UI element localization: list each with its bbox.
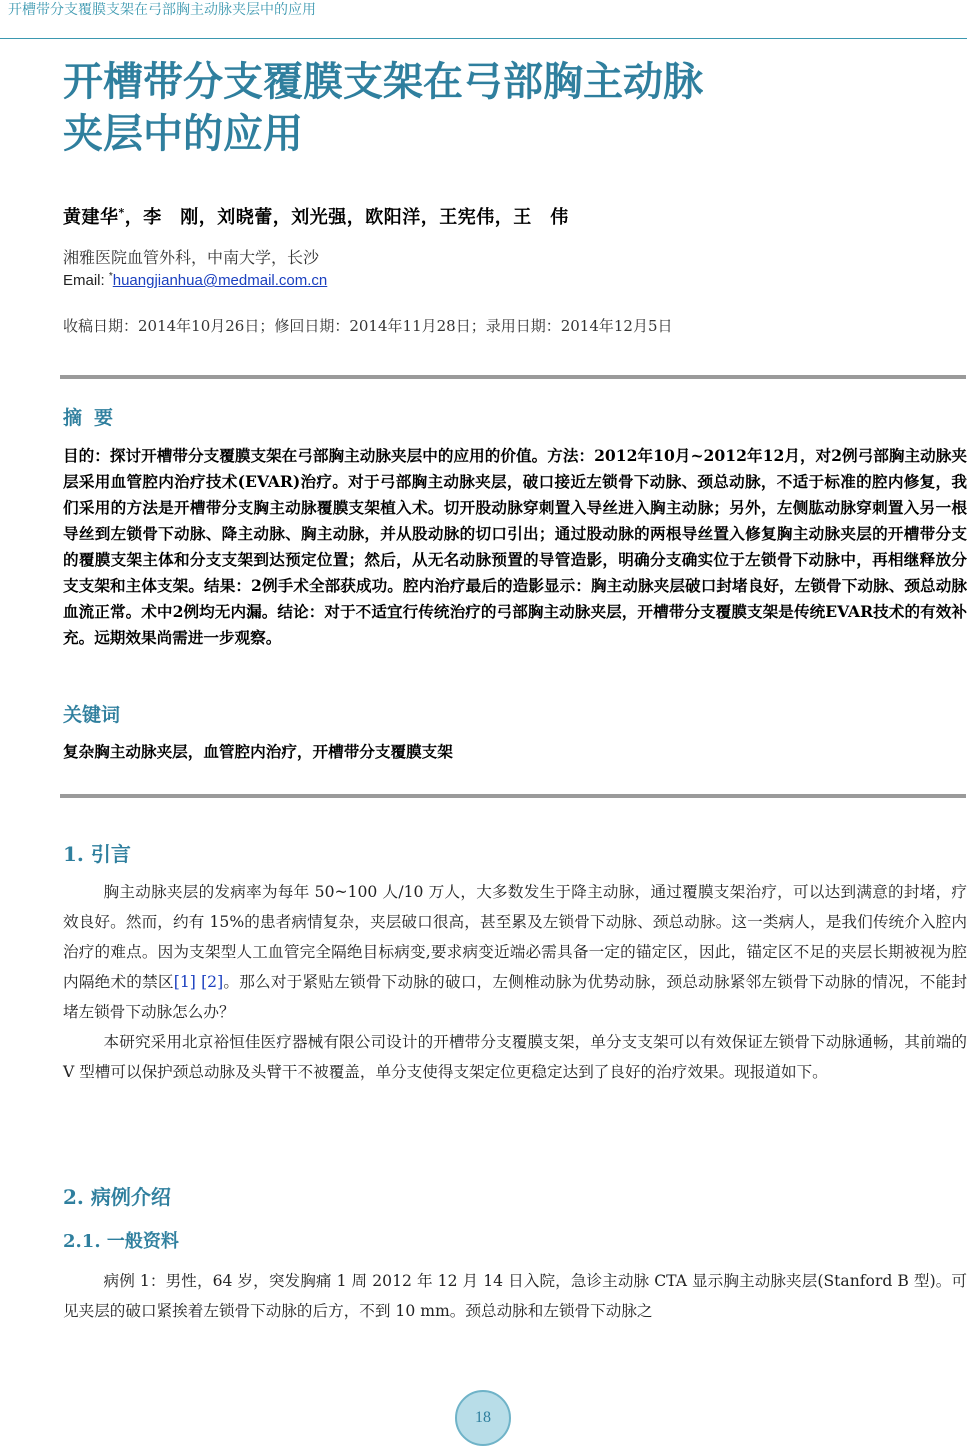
citation-2-link[interactable]: [2]	[201, 973, 224, 991]
email-link[interactable]: huangjianhua@medmail.com.cn	[112, 272, 328, 289]
abstract-heading: 摘要	[63, 407, 126, 429]
title-line-2: 夹层中的应用	[63, 111, 303, 157]
affiliation: 湘雅医院血管外科，中南大学，长沙	[63, 248, 320, 267]
intro-paragraph-2: 本研究采用北京裕恒佳医疗器械有限公司设计的开槽带分支覆膜支架，单分支支架可以有效保证左锁骨下动脉通畅，其前端的 V 型槽可以保护颈总动脉及头臂干不被覆盖，单分支使得支架定位更稳定达到了良好的治疗效果。现报道如下。	[63, 1033, 967, 1081]
corresponding-author: 黄建华	[63, 207, 119, 228]
abstract-bottom-divider	[60, 794, 966, 798]
email-mark: *	[108, 271, 113, 282]
case-paragraph-1: 病例 1：男性，64 岁，突发胸痛 1 周 2012 年 12 月 14 日入院，急诊主动脉 CTA 显示胸主动脉夹层(Stanford B 型)。可见夹层的破口紧挨着左锁骨下动脉的后方，不到 10 mm。颈总动脉和左锁骨下动脉之	[63, 1272, 967, 1320]
page-number-badge: 18	[455, 1390, 511, 1446]
email-line	[63, 271, 327, 289]
keywords-heading: 关键词	[63, 704, 121, 726]
subsection-heading-general-data: 2.1. 一般资料	[63, 1231, 179, 1252]
abstract-top-divider	[60, 375, 966, 379]
intro-paragraph-1	[63, 877, 967, 1027]
email-label: Email:	[63, 272, 109, 289]
keywords-text: 复杂胸主动脉夹层，血管腔内治疗，开槽带分支覆膜支架	[63, 742, 453, 761]
title-line-1: 开槽带分支覆膜支架在弓部胸主动脉	[63, 59, 703, 105]
intro-paragraph-1-text: 胸主动脉夹层的发病率为每年 50~100 人/10 万人，大多数发生于降主动脉，通过覆膜支架治疗，可以达到满意的封堵，疗效良好。然而，约有 15%的患者病情复杂，夹层破口很高，甚至累及左锁骨下动脉、颈总动脉。这一类病人，是我们传统介入腔内治疗的难点。因为支架型人工血管完全隔绝目标病变,要求病变近端必需具备一定的锚定区，因此，锚定区不足的夹层长期被视为腔内隔绝术的禁区	[63, 883, 967, 991]
header-rule	[0, 38, 967, 39]
case-body	[63, 1266, 967, 1326]
running-head: 开槽带分支覆膜支架在弓部胸主动脉夹层中的应用	[8, 2, 316, 18]
citation-1-link[interactable]: [1]	[173, 973, 196, 991]
corresponding-mark: *	[118, 206, 125, 219]
publication-dates: 收稿日期：2014年10月26日；修回日期：2014年11月28日；录用日期：2014年12月5日	[63, 317, 673, 335]
introduction-body	[63, 877, 967, 1087]
intro-paragraph-1-tail: 。那么对于紧贴左锁骨下动脉的破口，左侧椎动脉为优势动脉，颈总动脉紧邻左锁骨下动脉的情况，不能封堵左锁骨下动脉怎么办？	[63, 973, 967, 1021]
section-heading-case-report: 2. 病例介绍	[63, 1185, 171, 1209]
section-heading-introduction: 1. 引言	[63, 842, 131, 866]
abstract-text: 目的：探讨开槽带分支覆膜支架在弓部胸主动脉夹层中的应用的价值。方法：2012年10月~2012年12月，对2例弓部胸主动脉夹层采用血管腔内治疗技术(EVAR)治疗。对于弓部胸主动脉夹层，破口接近左锁骨下动脉、颈总动脉，不适于标准的腔内修复，我们采用的方法是开槽带分支胸主动脉覆膜支架植入术。切开股动脉穿刺置入导丝进入胸主动脉；另外，左侧肱动脉穿刺置入另一根导丝到左锁骨下动脉、降主动脉、胸主动脉，并从股动脉的切口引出；通过股动脉的两根导丝置入修复胸主动脉夹层的开槽带分支的覆膜支架主体和分支支架到达预定位置；然后，从无名动脉预置的导管造影，明确分支确实位于左锁骨下动脉中，再相继释放分支支架和主体支架。结果：2例手术全部获成功。腔内治疗最后的造影显示：胸主动脉夹层破口封堵良好，左锁骨下动脉、颈总动脉血流正常。术中2例均无内漏。结论：对于不适宜行传统治疗的弓部胸主动脉夹层，开槽带分支覆膜支架是传统EVAR技术的有效补充。远期效果尚需进一步观察。	[63, 446, 967, 647]
co-authors: ，李 刚，刘晓蕾，刘光强，欧阳洋，王宪伟，王 伟	[124, 207, 569, 228]
article-title	[63, 56, 883, 160]
author-list	[63, 203, 569, 229]
